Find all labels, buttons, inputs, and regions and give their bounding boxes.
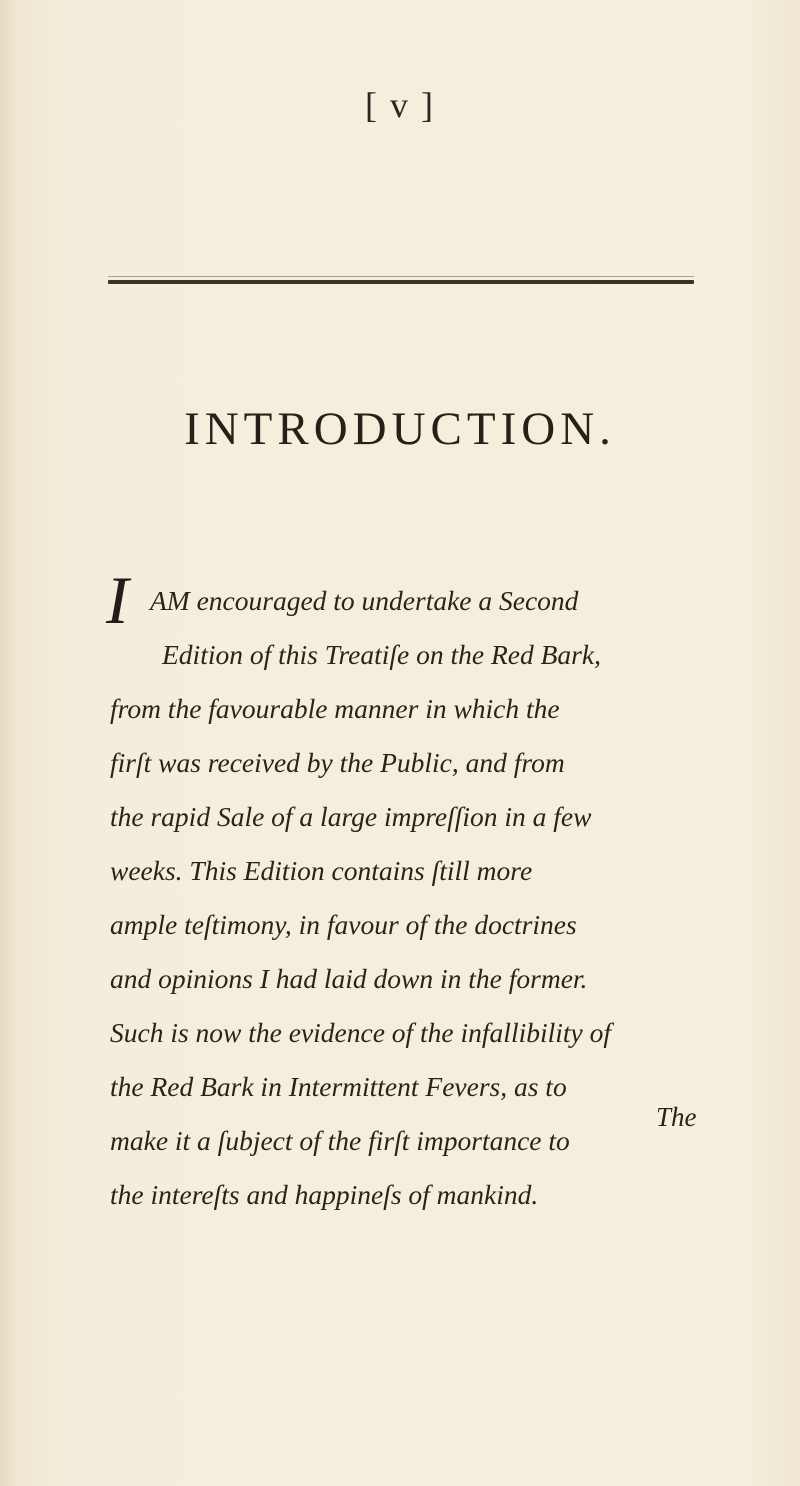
page-number: [ v ] xyxy=(365,85,435,125)
header-rule-thin xyxy=(108,276,694,277)
text-line: weeks. This Edition contains ſtill more xyxy=(110,855,533,886)
text-line: firſt was received by the Public, and from xyxy=(110,747,565,778)
text-line: the intereſts and happineſs of mankind. xyxy=(110,1179,539,1210)
text-line: make it a ſubject of the firſt importance to xyxy=(110,1125,570,1156)
text-line: and opinions I had laid down in the former. xyxy=(110,963,588,994)
drop-cap: I xyxy=(106,562,129,638)
text-line: ample teſtimony, in favour of the doctrines xyxy=(110,909,577,940)
chapter-heading: INTRODUCTION. xyxy=(184,403,616,455)
text-line: AM encouraged to undertake a Second xyxy=(150,585,579,616)
text-line: Edition of this Treatiſe on the Red Bark, xyxy=(162,639,601,670)
text-line: the rapid Sale of a large impreſſion in a few xyxy=(110,801,592,832)
body-paragraph xyxy=(110,574,720,1222)
text-line: from the favourable manner in which the xyxy=(110,693,560,724)
catchword: The xyxy=(656,1102,697,1132)
text-line: the Red Bark in Intermittent Fevers, as to xyxy=(110,1071,567,1102)
text-line: Such is now the evidence of the infallibility of xyxy=(110,1017,612,1048)
header-rule xyxy=(108,280,694,284)
